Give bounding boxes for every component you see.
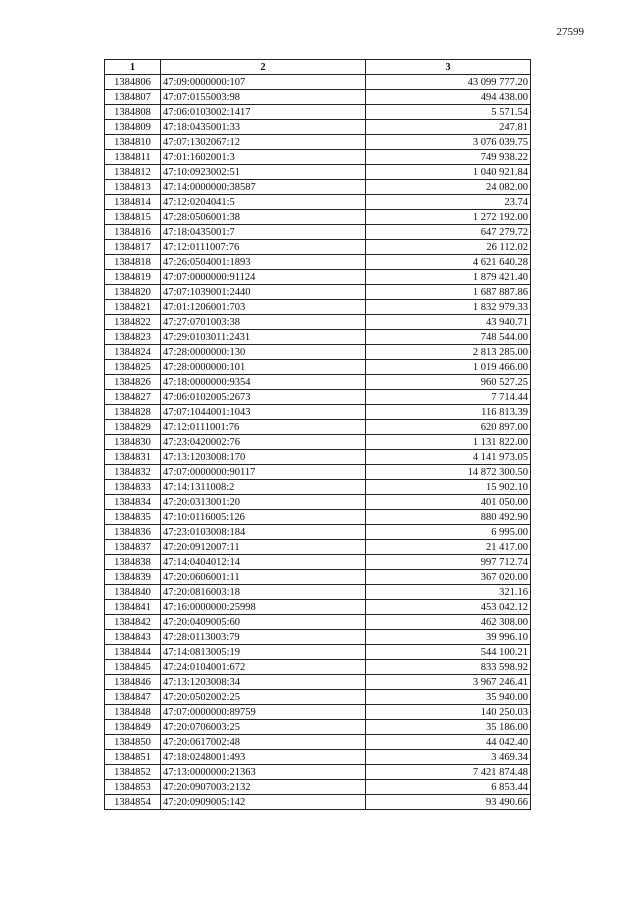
row-number: 1384814 (105, 195, 161, 210)
cadastral-value: 880 492.90 (366, 510, 531, 525)
cadastral-value: 21 417.00 (366, 540, 531, 555)
row-number: 1384852 (105, 765, 161, 780)
cadastral-value: 647 279.72 (366, 225, 531, 240)
row-number: 1384848 (105, 705, 161, 720)
cadastral-value: 35 186.00 (366, 720, 531, 735)
table-row (105, 765, 531, 780)
table-row (105, 240, 531, 255)
cadastral-value: 960 527.25 (366, 375, 531, 390)
table-row (105, 570, 531, 585)
table-row (105, 405, 531, 420)
cadastral-value: 35 940.00 (366, 690, 531, 705)
table-row (105, 345, 531, 360)
row-number: 1384813 (105, 180, 161, 195)
cadastral-number: 47:06:0102005:2673 (161, 390, 366, 405)
table-row (105, 645, 531, 660)
cadastral-value: 4 621 640.28 (366, 255, 531, 270)
cadastral-value: 1 019 466.00 (366, 360, 531, 375)
row-number: 1384829 (105, 420, 161, 435)
cadastral-value: 44 042.40 (366, 735, 531, 750)
cadastral-number: 47:20:0907003:2132 (161, 780, 366, 795)
row-number: 1384819 (105, 270, 161, 285)
row-number: 1384831 (105, 450, 161, 465)
cadastral-value: 453 042.12 (366, 600, 531, 615)
cadastral-value: 748 544.00 (366, 330, 531, 345)
cadastral-number: 47:07:1302067:12 (161, 135, 366, 150)
cadastral-value: 26 112.02 (366, 240, 531, 255)
row-number: 1384827 (105, 390, 161, 405)
cadastral-value: 3 076 039.75 (366, 135, 531, 150)
row-number: 1384853 (105, 780, 161, 795)
table-row (105, 630, 531, 645)
cadastral-number: 47:10:0923002:51 (161, 165, 366, 180)
cadastral-value: 462 308.00 (366, 615, 531, 630)
cadastral-number: 47:12:0204041:5 (161, 195, 366, 210)
table-row (105, 585, 531, 600)
row-number: 1384815 (105, 210, 161, 225)
cadastral-number: 47:28:0506001:38 (161, 210, 366, 225)
cadastral-value: 997 712.74 (366, 555, 531, 570)
cadastral-number: 47:07:0000000:89759 (161, 705, 366, 720)
table-row (105, 510, 531, 525)
table-row (105, 165, 531, 180)
table-row (105, 600, 531, 615)
cadastral-number: 47:18:0435001:7 (161, 225, 366, 240)
table-row (105, 195, 531, 210)
table-row (105, 390, 531, 405)
cadastral-value: 367 020.00 (366, 570, 531, 585)
table-row (105, 420, 531, 435)
table-row (105, 225, 531, 240)
cadastral-number: 47:20:0706003:25 (161, 720, 366, 735)
row-number: 1384830 (105, 435, 161, 450)
cadastral-number: 47:07:1039001:2440 (161, 285, 366, 300)
row-number: 1384820 (105, 285, 161, 300)
page-number: 27599 (556, 26, 584, 38)
table-row (105, 75, 531, 90)
cadastral-number: 47:28:0000000:130 (161, 345, 366, 360)
table-row (105, 735, 531, 750)
cadastral-number: 47:07:0000000:91124 (161, 270, 366, 285)
cadastral-value: 1 879 421.40 (366, 270, 531, 285)
cadastral-number: 47:24:0104001:672 (161, 660, 366, 675)
table-row (105, 435, 531, 450)
cadastral-number: 47:23:0420002:76 (161, 435, 366, 450)
cadastral-number: 47:20:0409005:60 (161, 615, 366, 630)
table-row (105, 525, 531, 540)
cadastral-number: 47:18:0435001:33 (161, 120, 366, 135)
row-number: 1384824 (105, 345, 161, 360)
cadastral-value: 494 438.00 (366, 90, 531, 105)
table-row (105, 315, 531, 330)
column-header-3: 3 (366, 60, 531, 75)
cadastral-value: 2 813 285.00 (366, 345, 531, 360)
row-number: 1384806 (105, 75, 161, 90)
cadastral-value: 24 082.00 (366, 180, 531, 195)
cadastral-value: 401 050.00 (366, 495, 531, 510)
cadastral-value: 1 687 887.86 (366, 285, 531, 300)
table-row (105, 450, 531, 465)
table-header-row (105, 60, 531, 75)
row-number: 1384837 (105, 540, 161, 555)
row-number: 1384840 (105, 585, 161, 600)
row-number: 1384838 (105, 555, 161, 570)
cadastral-number: 47:14:0813005:19 (161, 645, 366, 660)
cadastral-value: 833 598.92 (366, 660, 531, 675)
cadastral-number: 47:12:0111001:76 (161, 420, 366, 435)
row-number: 1384841 (105, 600, 161, 615)
cadastral-number: 47:20:0909005:142 (161, 795, 366, 810)
cadastral-value: 544 100.21 (366, 645, 531, 660)
row-number: 1384834 (105, 495, 161, 510)
cadastral-value: 43 099 777.20 (366, 75, 531, 90)
cadastral-number: 47:01:1602001:3 (161, 150, 366, 165)
row-number: 1384817 (105, 240, 161, 255)
table-row (105, 180, 531, 195)
cadastral-number: 47:29:0103011:2431 (161, 330, 366, 345)
row-number: 1384826 (105, 375, 161, 390)
cadastral-value: 1 272 192.00 (366, 210, 531, 225)
cadastral-value: 1 040 921.84 (366, 165, 531, 180)
row-number: 1384847 (105, 690, 161, 705)
cadastral-number: 47:20:0502002:25 (161, 690, 366, 705)
row-number: 1384849 (105, 720, 161, 735)
row-number: 1384846 (105, 675, 161, 690)
cadastral-number: 47:07:0000000:90117 (161, 465, 366, 480)
table-row (105, 555, 531, 570)
cadastral-value: 140 250.03 (366, 705, 531, 720)
row-number: 1384833 (105, 480, 161, 495)
table-row (105, 300, 531, 315)
cadastral-number: 47:28:0000000:101 (161, 360, 366, 375)
table-row (105, 90, 531, 105)
row-number: 1384821 (105, 300, 161, 315)
table-row (105, 780, 531, 795)
cadastral-value: 5 571.54 (366, 105, 531, 120)
cadastral-number: 47:10:0116005:126 (161, 510, 366, 525)
cadastral-value: 620 897.00 (366, 420, 531, 435)
row-number: 1384810 (105, 135, 161, 150)
row-number: 1384808 (105, 105, 161, 120)
table-row (105, 120, 531, 135)
table-row (105, 465, 531, 480)
cadastral-value: 3 469.34 (366, 750, 531, 765)
cadastral-number: 47:26:0504001:1893 (161, 255, 366, 270)
cadastral-value: 93 490.66 (366, 795, 531, 810)
cadastral-number: 47:18:0248001:493 (161, 750, 366, 765)
cadastral-value: 7 714.44 (366, 390, 531, 405)
cadastral-number: 47:27:0701003:38 (161, 315, 366, 330)
cadastral-value: 6 995.00 (366, 525, 531, 540)
cadastral-number: 47:01:1206001:703 (161, 300, 366, 315)
row-number: 1384811 (105, 150, 161, 165)
row-number: 1384816 (105, 225, 161, 240)
cadastral-value: 6 853.44 (366, 780, 531, 795)
table-row (105, 285, 531, 300)
cadastral-number: 47:06:0103002:1417 (161, 105, 366, 120)
row-number: 1384844 (105, 645, 161, 660)
cadastral-number: 47:13:1203008:170 (161, 450, 366, 465)
cadastral-number: 47:09:0000000:107 (161, 75, 366, 90)
row-number: 1384839 (105, 570, 161, 585)
row-number: 1384818 (105, 255, 161, 270)
row-number: 1384843 (105, 630, 161, 645)
table-row (105, 615, 531, 630)
row-number: 1384851 (105, 750, 161, 765)
table-row (105, 105, 531, 120)
table-row (105, 705, 531, 720)
cadastral-value: 1 832 979.33 (366, 300, 531, 315)
cadastral-number: 47:14:0000000:38587 (161, 180, 366, 195)
cadastral-value: 15 902.10 (366, 480, 531, 495)
column-header-2: 2 (161, 60, 366, 75)
cadastral-value: 1 131 822.00 (366, 435, 531, 450)
table-row (105, 330, 531, 345)
table-row (105, 675, 531, 690)
cadastral-value: 14 872 300.50 (366, 465, 531, 480)
registry-table (104, 59, 531, 810)
table-row (105, 495, 531, 510)
cadastral-number: 47:13:0000000:21363 (161, 765, 366, 780)
row-number: 1384835 (105, 510, 161, 525)
cadastral-value: 4 141 973.05 (366, 450, 531, 465)
cadastral-number: 47:20:0617002:48 (161, 735, 366, 750)
table-row (105, 270, 531, 285)
row-number: 1384850 (105, 735, 161, 750)
cadastral-value: 7 421 874.48 (366, 765, 531, 780)
cadastral-value: 321.16 (366, 585, 531, 600)
cadastral-value: 39 996.10 (366, 630, 531, 645)
row-number: 1384836 (105, 525, 161, 540)
table-row (105, 255, 531, 270)
cadastral-value: 247.81 (366, 120, 531, 135)
row-number: 1384823 (105, 330, 161, 345)
cadastral-number: 47:12:0111007:76 (161, 240, 366, 255)
cadastral-number: 47:20:0912007:11 (161, 540, 366, 555)
row-number: 1384854 (105, 795, 161, 810)
table-row (105, 540, 531, 555)
cadastral-value: 3 967 246.41 (366, 675, 531, 690)
row-number: 1384825 (105, 360, 161, 375)
table-row (105, 795, 531, 810)
cadastral-value: 43 940.71 (366, 315, 531, 330)
cadastral-value: 116 813.39 (366, 405, 531, 420)
table-row (105, 750, 531, 765)
cadastral-number: 47:20:0313001:20 (161, 495, 366, 510)
row-number: 1384822 (105, 315, 161, 330)
column-header-1: 1 (105, 60, 161, 75)
cadastral-number: 47:16:0000000:25998 (161, 600, 366, 615)
cadastral-number: 47:14:0404012:14 (161, 555, 366, 570)
table-row (105, 660, 531, 675)
cadastral-number: 47:13:1203008:34 (161, 675, 366, 690)
table-row (105, 690, 531, 705)
table-row (105, 135, 531, 150)
table-row (105, 210, 531, 225)
row-number: 1384842 (105, 615, 161, 630)
table-row (105, 720, 531, 735)
row-number: 1384809 (105, 120, 161, 135)
table-row (105, 375, 531, 390)
cadastral-number: 47:20:0816003:18 (161, 585, 366, 600)
cadastral-value: 23.74 (366, 195, 531, 210)
cadastral-number: 47:14:1311008:2 (161, 480, 366, 495)
cadastral-number: 47:20:0606001:11 (161, 570, 366, 585)
row-number: 1384828 (105, 405, 161, 420)
table-row (105, 480, 531, 495)
row-number: 1384812 (105, 165, 161, 180)
cadastral-number: 47:07:1044001:1043 (161, 405, 366, 420)
row-number: 1384807 (105, 90, 161, 105)
table-row (105, 360, 531, 375)
cadastral-number: 47:23:0103008:184 (161, 525, 366, 540)
cadastral-number: 47:07:0155003:98 (161, 90, 366, 105)
cadastral-value: 749 938.22 (366, 150, 531, 165)
row-number: 1384832 (105, 465, 161, 480)
row-number: 1384845 (105, 660, 161, 675)
table-body (105, 75, 531, 810)
cadastral-number: 47:28:0113003:79 (161, 630, 366, 645)
cadastral-number: 47:18:0000000:9354 (161, 375, 366, 390)
table-row (105, 150, 531, 165)
